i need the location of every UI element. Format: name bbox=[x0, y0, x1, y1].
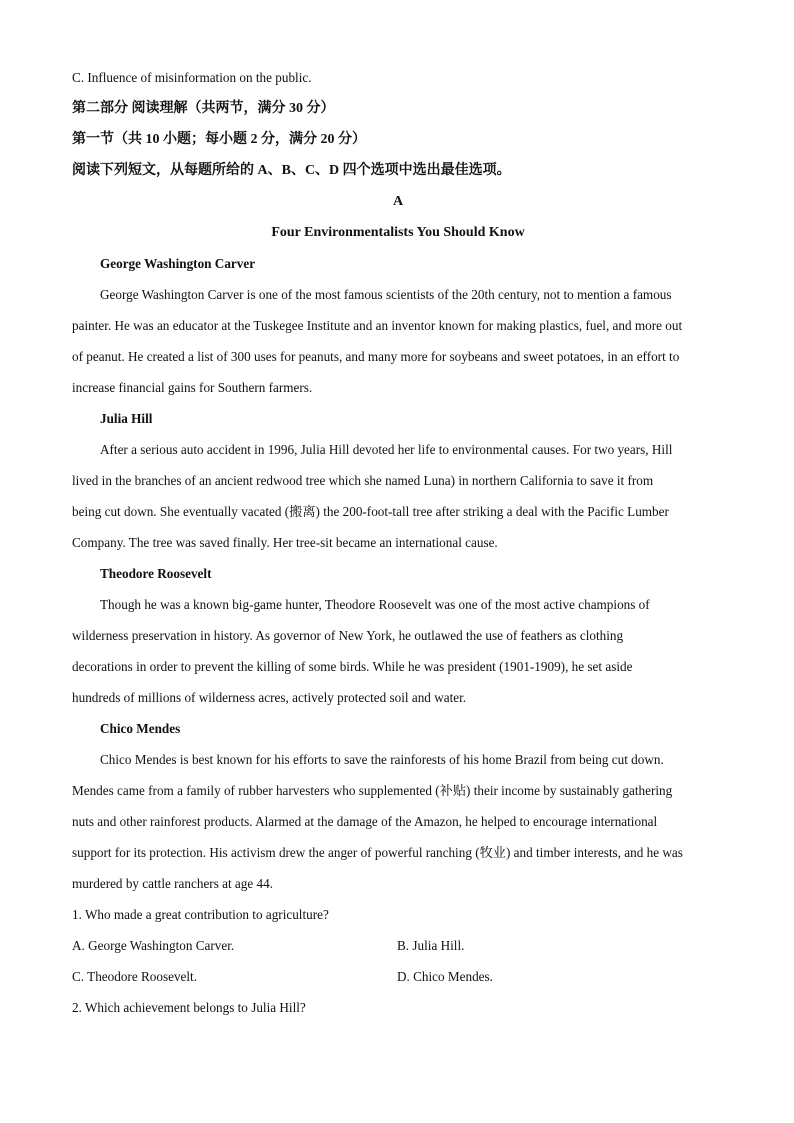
options-row bbox=[72, 930, 724, 961]
paragraph-line: of peanut. He created a list of 300 uses for peanuts, and many more for soybeans and sweet potatoes, in an effort to bbox=[72, 349, 680, 364]
paragraph-line: decorations in order to prevent the killing of some birds. While he was president (1901-1909), he set aside bbox=[72, 659, 633, 674]
section-name: Chico Mendes bbox=[100, 721, 181, 736]
paragraph-line: Though he was a known big-game hunter, Theodore Roosevelt was one of the most active champions of bbox=[100, 597, 650, 612]
paragraph-line: After a serious auto accident in 1996, Julia Hill devoted her life to environmental causes. For two years, Hill bbox=[100, 442, 673, 457]
paragraph-line: increase financial gains for Southern farmers. bbox=[72, 380, 313, 395]
question-stem: 1. Who made a great contribution to agriculture? bbox=[72, 907, 329, 922]
option-a: A. George Washington Carver. bbox=[72, 938, 235, 953]
instruction: 阅读下列短文，从每题所给的 A、B、C、D 四个选项中选出最佳选项。 bbox=[72, 163, 511, 178]
section-name: Julia Hill bbox=[100, 411, 153, 426]
section-name: George Washington Carver bbox=[100, 256, 256, 271]
paragraph-line: George Washington Carver is one of the most famous scientists of the 20th century, not to mention a famous bbox=[100, 287, 672, 302]
paragraph-line: support for its protection. His activism drew the anger of powerful ranching (牧业) and timber interests, and he was bbox=[72, 845, 683, 860]
option-d: D. Chico Mendes. bbox=[397, 969, 493, 984]
option-b: B. Julia Hill. bbox=[397, 938, 465, 953]
document-page bbox=[72, 62, 724, 1023]
heading-part2: 第二部分 阅读理解（共两节，满分 30 分） bbox=[72, 101, 335, 116]
option-c: C. Theodore Roosevelt. bbox=[72, 969, 198, 984]
paragraph-line: wilderness preservation in history. As governor of New York, he outlawed the use of feathers as clothing bbox=[72, 628, 624, 643]
paragraph-line: Mendes came from a family of rubber harvesters who supplemented (补贴) their income by sustainably gathering bbox=[72, 783, 673, 798]
heading-section1: 第一节（共 10 小题；每小题 2 分，满分 20 分） bbox=[72, 132, 366, 147]
paragraph-line: hundreds of millions of wilderness acres, actively protected soil and water. bbox=[72, 690, 467, 705]
paragraph-line: lived in the branches of an ancient redwood tree which she named Luna) in northern California to save it from bbox=[72, 473, 654, 488]
paragraph-line: Company. The tree was saved finally. Her tree-sit became an international cause. bbox=[72, 535, 498, 550]
paragraph-line: nuts and other rainforest products. Alarmed at the damage of the Amazon, he helped to encourage international bbox=[72, 814, 658, 829]
section-name: Theodore Roosevelt bbox=[100, 566, 212, 581]
options-row bbox=[72, 961, 724, 992]
passage-letter: A bbox=[392, 194, 404, 209]
passage-title: Four Environmentalists You Should Know bbox=[271, 225, 525, 240]
question-stem: 2. Which achievement belongs to Julia Hill? bbox=[72, 1000, 306, 1015]
paragraph-line: being cut down. She eventually vacated (搬离) the 200-foot-tall tree after striking a deal with the Pacific Lumber bbox=[72, 504, 669, 519]
top-option: C. Influence of misinformation on the public. bbox=[72, 70, 312, 85]
paragraph-line: painter. He was an educator at the Tuskegee Institute and an inventor known for making plastics, fuel, and more out bbox=[72, 318, 683, 333]
paragraph-line: murdered by cattle ranchers at age 44. bbox=[72, 876, 274, 891]
paragraph-line: Chico Mendes is best known for his efforts to save the rainforests of his home Brazil from being cut down. bbox=[100, 752, 664, 767]
